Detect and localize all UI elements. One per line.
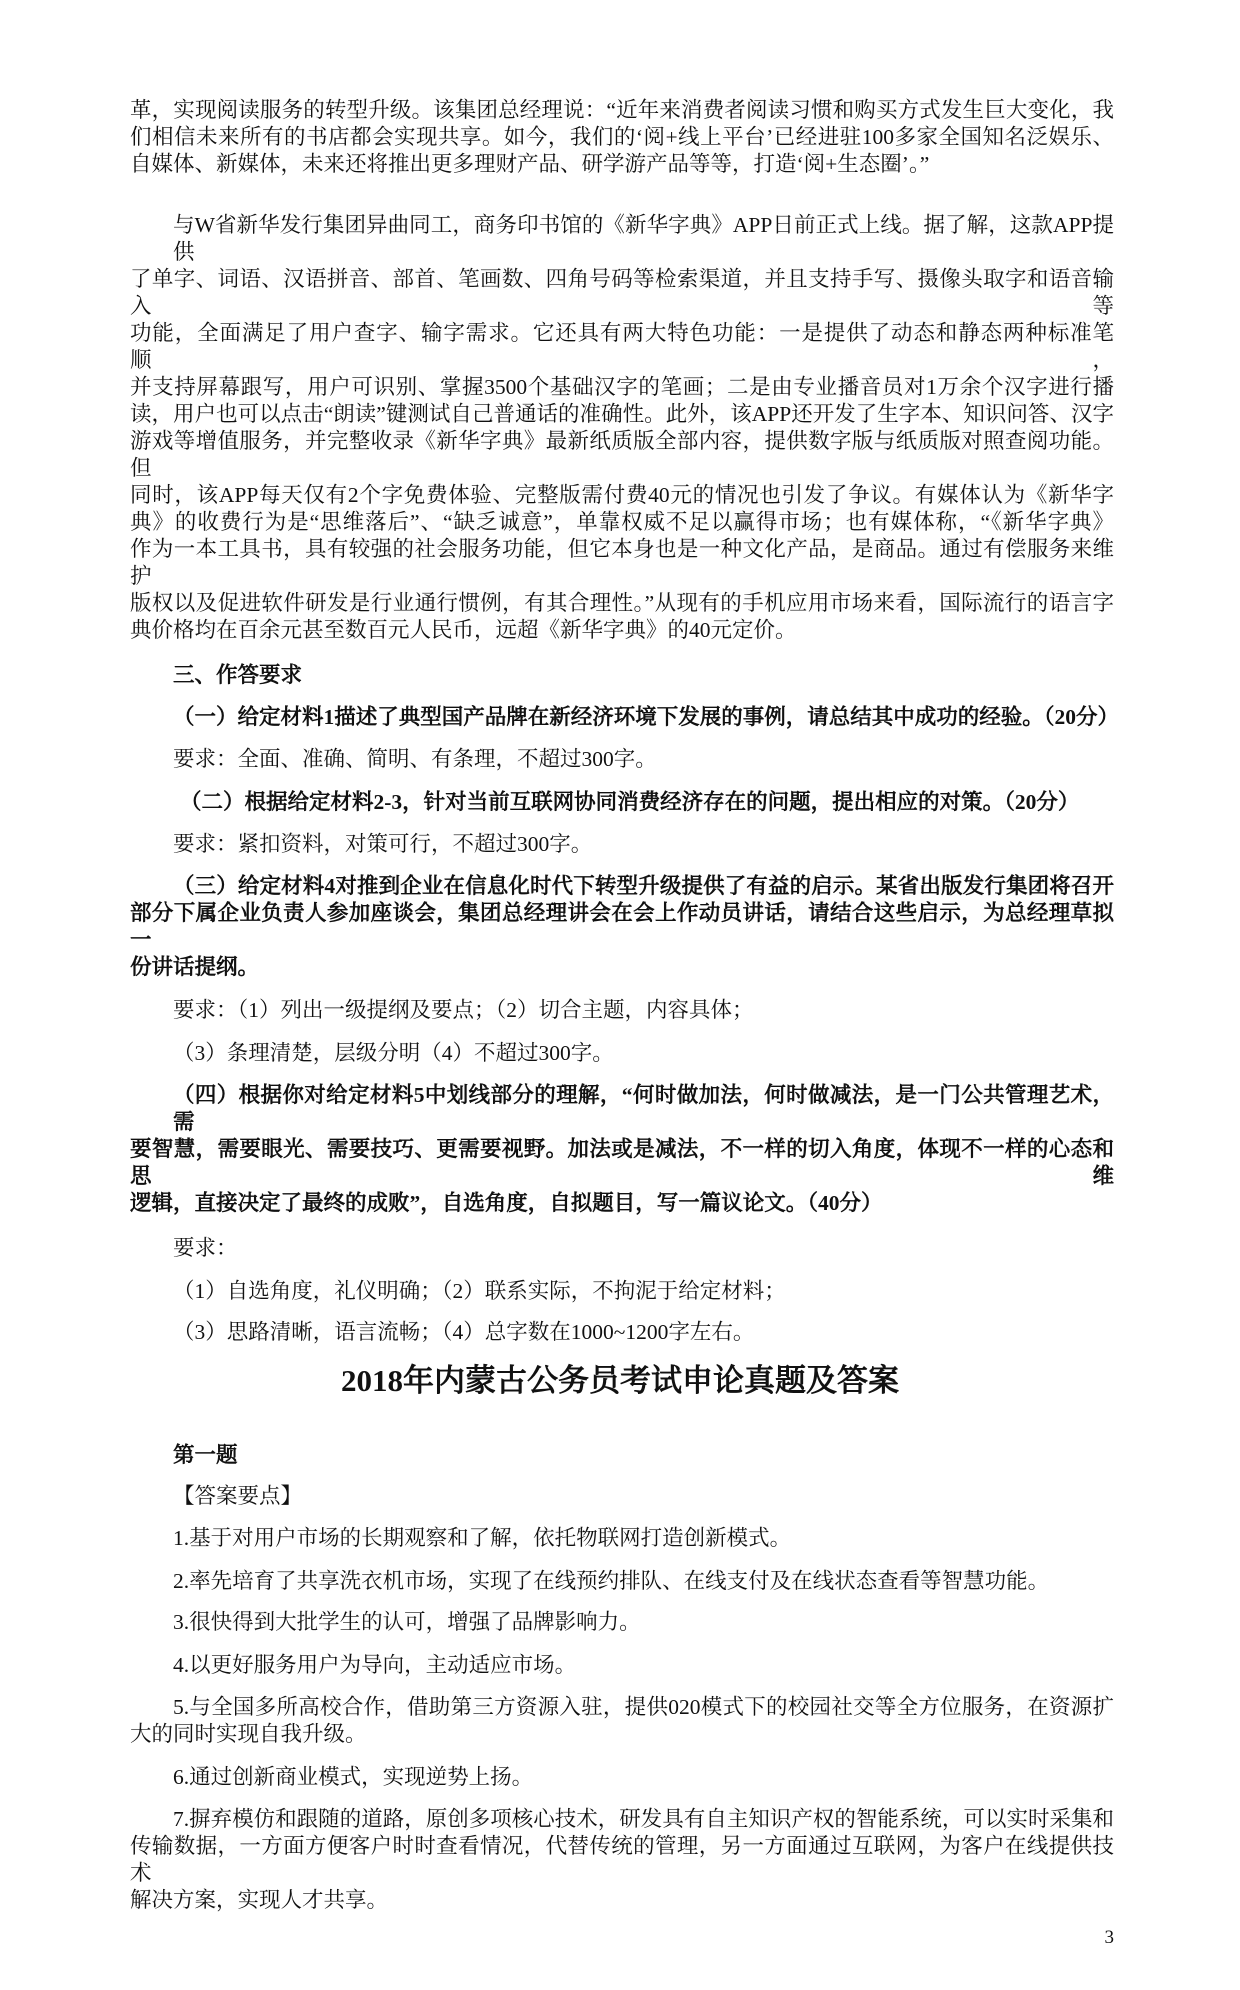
answer-heading-q1 [130,1442,1114,1469]
answer-point-3 [130,1609,1114,1636]
page-number: 3 [1104,1927,1114,1948]
text-line: 要智慧，需要眼光、需要技巧、更需要视野。加法或是减法，不一样的切入角度，体现不一样的心态和思维 [130,1137,1114,1188]
text-line: 3.很快得到大批学生的认可，增强了品牌影响力。 [173,1610,641,1634]
text-line: 同时，该APP每天仅有2个字免费体验、完整版需付费40元的情况也引发了争议。有媒体认为《新华字 [130,483,1114,507]
text-line: 传输数据，一方面方便客户时时查看情况，代替传统的管理，另一方面通过互联网，为客户在线提供技术 [130,1834,1114,1885]
question-1-requirement [130,746,1114,773]
section-heading-requirements [130,662,1114,689]
text-line: （3）条理清楚，层级分明（4）不超过300字。 [173,1041,614,1065]
text-line: 要求：紧扣资料，对策可行，不超过300字。 [173,832,593,856]
text-line: （三）给定材料4对推到企业在信息化时代下转型升级提供了有益的启示。某省出版发行集团将召开 [173,874,1114,898]
text-line: （二）根据给定材料2-3，针对当前互联网协同消费经济存在的问题，提出相应的对策。（20分） [180,790,1080,814]
question-2 [130,789,1114,816]
text-line: 要求：（1）列出一级提纲及要点；（2）切合主题，内容具体； [173,998,754,1022]
text-line: 并支持屏幕跟写，用户可识别、掌握3500个基础汉字的笔画；二是由专业播音员对1万余个汉字进行播 [130,375,1114,399]
text-line: （1）自选角度，礼仪明确；（2）联系实际，不拘泥于给定材料； [173,1279,786,1303]
text-line: 们相信未来所有的书店都会实现共享。如今，我们的‘阅+线上平台’已经进驻100多家全国知名泛娱乐、 [130,125,1114,149]
text-line: （四）根据你对给定材料5中划线部分的理解，“何时做加法，何时做减法，是一门公共管理艺术，需 [173,1083,1114,1134]
text-line: 典价格均在百余元甚至数百元人民币，远超《新华字典》的40元定价。 [130,618,797,642]
answer-point-1 [130,1525,1114,1552]
text-line: 2.率先培育了共享洗衣机市场，实现了在线预约排队、在线支付及在线状态查看等智慧功能。 [173,1569,1050,1593]
text-line: 部分下属企业负责人参加座谈会，集团总经理讲会在会上作动员讲话，请结合这些启示，为总经理草拟一 [130,901,1114,952]
answer-point-4 [130,1652,1114,1679]
answer-point-2 [130,1568,1114,1595]
question-3-requirement-b [130,1040,1114,1067]
text-line: 要求： [173,1236,238,1260]
answer-key-points-label [130,1483,1114,1510]
text-line: （一）给定材料1描述了典型国产品牌在新经济环境下发展的事例，请总结其中成功的经验。（20分） [173,705,1120,729]
text-line: 5.与全国多所高校合作，借助第三方资源入驻，提供020模式下的校园社交等全方位服务，在资源扩 [173,1695,1114,1719]
text-line: 与W省新华发行集团异曲同工，商务印书馆的《新华字典》APP日前正式上线。据了解，这款APP提供 [173,213,1114,264]
text-line: 典》的收费行为是“思维落后”、“缺乏诚意”，单靠权威不足以赢得市场；也有媒体称，“《新华字典》 [130,510,1114,534]
text-line: 自媒体、新媒体，未来还将推出更多理财产品、研学游产品等等，打造‘阅+生态圈’。” [130,152,930,176]
text-line: 游戏等增值服务，并完整收录《新华字典》最新纸质版全部内容，提供数字版与纸质版对照查阅功能。但 [130,429,1114,480]
text-line: 功能，全面满足了用户查字、输字需求。它还具有两大特色功能：一是提供了动态和静态两种标准笔顺， [130,321,1114,372]
text-line: 第一题 [173,1443,238,1467]
text-line: 版权以及促进软件研发是行业通行惯例，有其合理性。”从现有的手机应用市场来看，国际流行的语言字 [130,591,1114,615]
question-3 [130,873,1114,981]
text-line: 1.基于对用户市场的长期观察和了解，依托物联网打造创新模式。 [173,1526,792,1550]
text-line: 逻辑，直接决定了最终的成败”，自选角度，自拟题目，写一篇议论文。（40分） [130,1191,883,1215]
text-line: 解决方案，实现人才共享。 [130,1888,389,1912]
text-line: 读，用户也可以点击“朗读”键测试自己普通话的准确性。此外，该APP还开发了生字本、知识问答、汉字 [130,402,1114,426]
question-2-requirement [130,831,1114,858]
answer-point-6 [130,1764,1114,1791]
text-line: （3）思路清晰，语言流畅；（4）总字数在1000~1200字左右。 [173,1320,755,1344]
question-3-requirement-a [130,997,1114,1024]
document-title: 2018年内蒙古公务员考试申论真题及答案 [341,1363,899,1398]
text-line: 4.以更好服务用户为导向，主动适应市场。 [173,1653,577,1677]
material-4-para-2 [130,212,1114,644]
text-line: 6.通过创新商业模式，实现逆势上扬。 [173,1765,534,1789]
text-line: 大的同时实现自我升级。 [130,1722,367,1746]
answer-point-7 [130,1806,1114,1914]
answer-point-5 [130,1694,1114,1748]
text-line: 要求：全面、准确、简明、有条理，不超过300字。 [173,747,657,771]
material-4-para-1 [130,97,1114,178]
text-line: 份讲话提纲。 [130,955,260,979]
question-4 [130,1082,1114,1217]
question-1 [130,704,1120,731]
text-line: 【答案要点】 [173,1484,303,1508]
question-4-requirement-b [130,1319,1114,1346]
text-line: 了单字、词语、汉语拼音、部首、笔画数、四角号码等检索渠道，并且支持手写、摄像头取字和语音输入等 [130,267,1114,318]
text-line: 三、作答要求 [173,663,303,687]
question-4-requirement-a [130,1278,1114,1305]
text-line: 革，实现阅读服务的转型升级。该集团总经理说：“近年来消费者阅读习惯和购买方式发生巨大变化，我 [130,98,1114,122]
question-4-requirement [130,1235,1114,1262]
text-line: 7.摒弃模仿和跟随的道路，原创多项核心技术，研发具有自主知识产权的智能系统，可以实时采集和 [173,1807,1114,1831]
text-line: 作为一本工具书，具有较强的社会服务功能，但它本身也是一种文化产品，是商品。通过有偿服务来维护 [130,537,1114,588]
